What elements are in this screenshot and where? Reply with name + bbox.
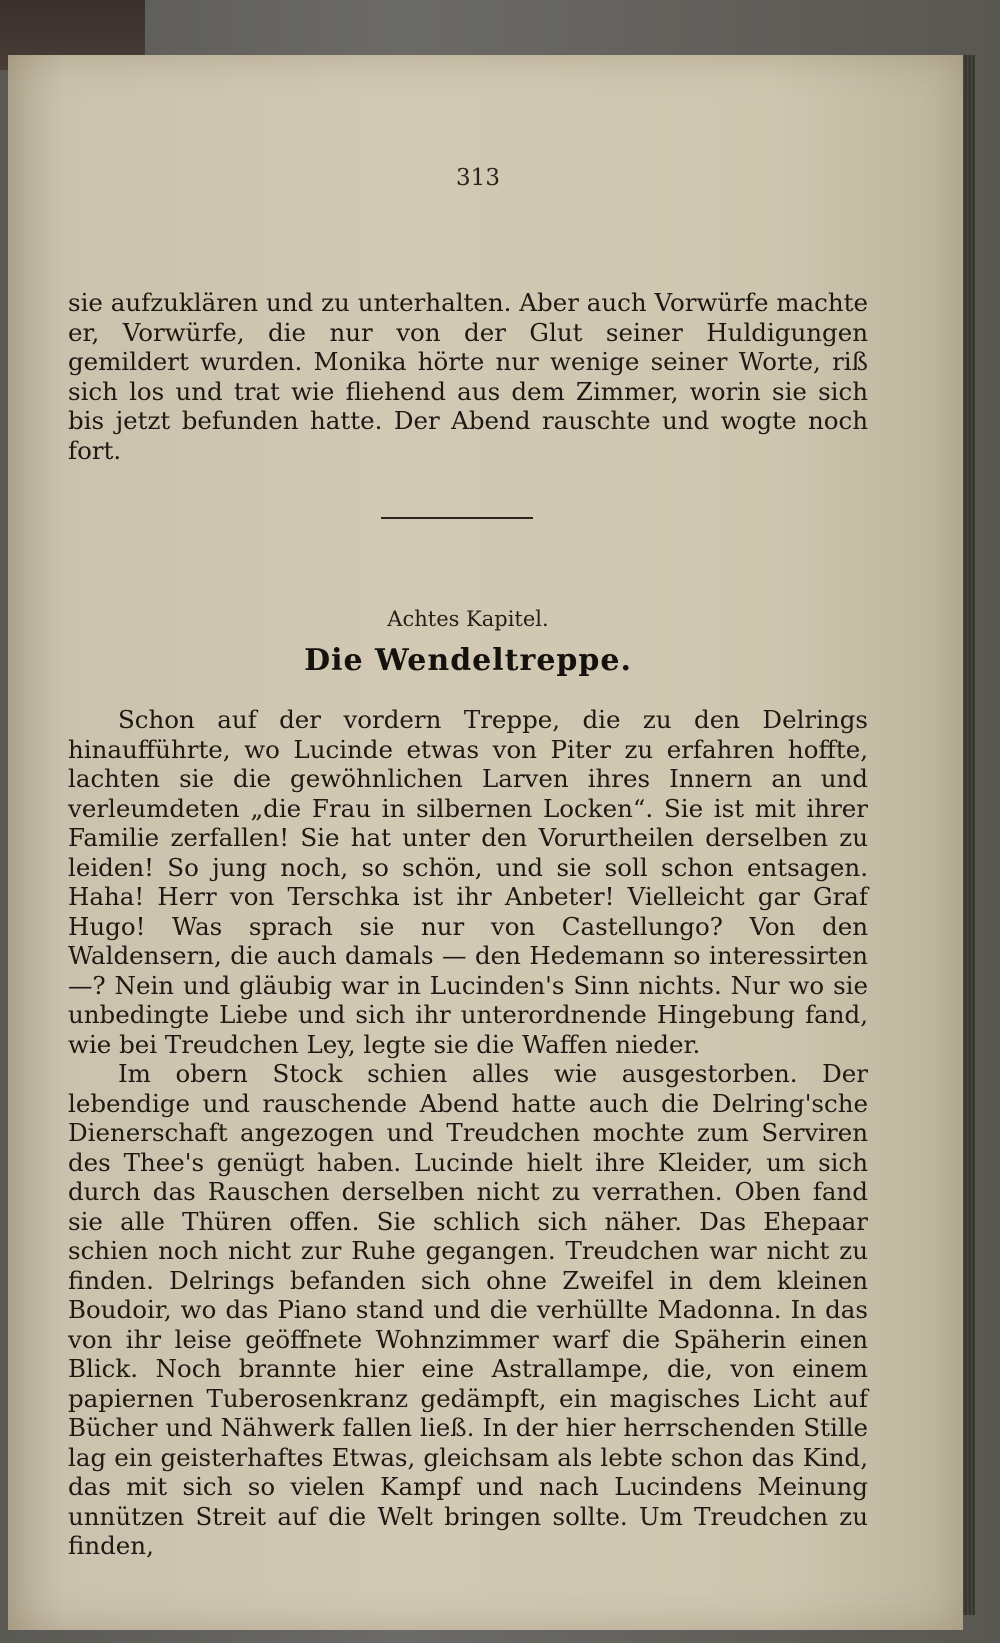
book-page — [8, 55, 963, 1630]
chapter-label: Achtes Kapitel. — [387, 607, 549, 631]
top-paragraph-block — [68, 288, 868, 465]
page-number: 313 — [456, 165, 500, 191]
section-divider — [381, 517, 533, 519]
body-paragraph: Im obern Stock schien alles wie ausgestorben. Der lebendige und rauschende Abend hatte auch die Delring'sche Dienerschaft angezogen und Treudchen mochte zum Serviren des Thee's genügt haben. Lucinde hielt ihre Kleider, um sich durch das Rauschen derselben nicht zu verrathen. Oben fand sie alle Thüren offen. Sie schlich sich näher. Das Ehepaar schien noch nicht zur Ruhe gegangen. Treudchen war nicht zu finden. Delrings befanden sich ohne Zweifel in dem kleinen Boudoir, wo das Piano stand und die verhüllte Madonna. In das von ihr leise geöffnete Wohnzimmer warf die Späherin einen Blick. Noch brannte hier eine Astrallampe, die, von einem papiernen Tuberosenkranz gedämpft, ein magisches Licht auf Bücher und Nähwerk fallen ließ. In der hier herrschenden Stille lag ein geisterhaftes Etwas, gleichsam als lebte schon das Kind, das mit sich so vielen Kampf und nach Lucindens Meinung unnützen Streit auf die Welt bringen sollte. Um Treudchen zu finden, — [68, 1059, 868, 1560]
chapter-title: Die Wendeltreppe. — [304, 643, 632, 678]
chapter-body — [68, 705, 868, 1561]
top-paragraph: sie aufzuklären und zu unterhalten. Aber auch Vorwürfe machte er, Vorwürfe, die nur von der Glut seiner Huldigungen gemildert wurden. Monika hörte nur wenige seiner Worte, riß sich los und trat wie fliehend aus dem Zimmer, worin sie sich bis jetzt befunden hatte. Der Abend rauschte und wogte noch fort. — [68, 288, 868, 465]
body-paragraph: Schon auf der vordern Treppe, die zu den Delrings hinaufführte, wo Lucinde etwas von Piter zu erfahren hoffte, lachten sie die gewöhnlichen Larven ihres Innern an und verleumdeten „die Frau in silbernen Locken“. Sie ist mit ihrer Familie zerfallen! Sie hat unter den Vorurtheilen derselben zu leiden! So jung noch, so schön, und sie soll schon entsagen. Haha! Herr von Terschka ist ihr Anbeter! Vielleicht gar Graf Hugo! Was sprach sie nur von Castellungo? Von den Waldensern, die auch damals — den Hedemann so interessirten —? Nein und gläubig war in Lucinden's Sinn nichts. Nur wo sie unbedingte Liebe und sich ihr unterordnende Hingebung fand, wie bei Treudchen Ley, legte sie die Waffen nieder. — [68, 705, 868, 1059]
